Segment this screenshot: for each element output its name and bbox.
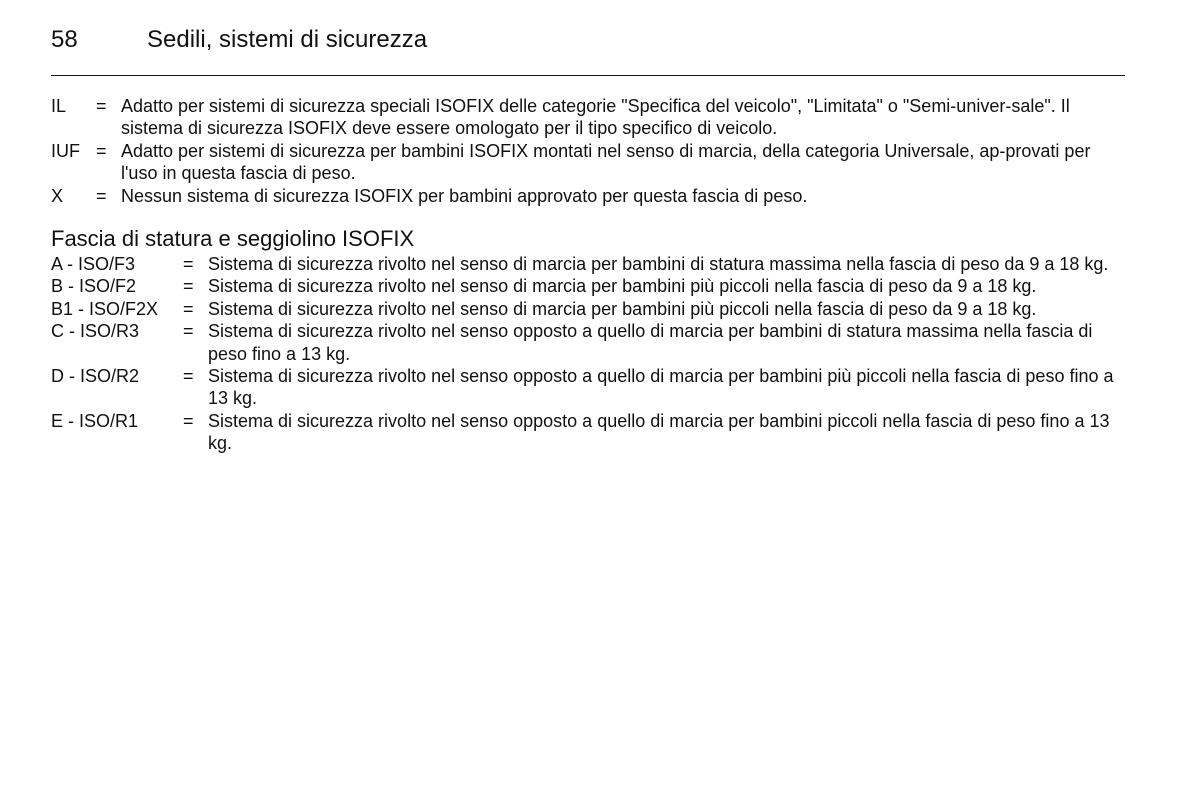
size-code: C - ISO/R3 bbox=[51, 321, 140, 342]
size-code: B - ISO/F2 bbox=[51, 276, 137, 297]
definition-row-x bbox=[51, 185, 1125, 207]
category-definitions bbox=[51, 95, 1125, 207]
definition-text: Nessun sistema di sicurezza ISOFIX per bambini approvato per questa fascia di peso. bbox=[121, 185, 808, 206]
size-code: B1 - ISO/F2X bbox=[51, 298, 159, 319]
size-row-d-iso-r2 bbox=[51, 365, 1125, 410]
definition-code: IL bbox=[51, 96, 67, 116]
size-equals: = bbox=[183, 298, 194, 319]
size-description: Sistema di sicurezza rivolto nel senso opposto a quello di marcia per bambini più piccoli nella fascia di peso fino a 13 kg. bbox=[208, 366, 1114, 409]
size-equals: = bbox=[183, 276, 194, 297]
definition-code: IUF bbox=[51, 140, 80, 161]
page-header bbox=[51, 26, 1125, 54]
isofix-size-classes bbox=[51, 253, 1125, 455]
definition-code: X bbox=[51, 185, 64, 206]
size-description: Sistema di sicurezza rivolto nel senso di marcia per bambini più piccoli nella fascia di peso da 9 a 18 kg. bbox=[208, 276, 1037, 297]
definition-text: Adatto per sistemi di sicurezza speciali ISOFIX delle categorie "Specifica del veicolo", "Limitata" o "Semi-univer-sale". Il sistema di sicurezza ISOFIX deve essere omologato per il tipo specifico di veicolo. bbox=[121, 96, 1070, 139]
size-equals: = bbox=[183, 254, 194, 274]
size-row-b1-iso-f2x bbox=[51, 298, 1125, 320]
definition-text: Adatto per sistemi di sicurezza per bambini ISOFIX montati nel senso di marcia, della categoria Universale, ap-provati per l'uso in questa fascia di peso. bbox=[121, 140, 1091, 184]
size-row-a-iso-f3 bbox=[51, 253, 1125, 275]
page-number: 58 bbox=[51, 26, 78, 53]
size-description: Sistema di sicurezza rivolto nel senso opposto a quello di marcia per bambini piccoli nella fascia di peso fino a 13 kg. bbox=[208, 410, 1110, 454]
header-divider bbox=[51, 75, 1125, 76]
size-code: D - ISO/R2 bbox=[51, 366, 140, 387]
size-equals: = bbox=[183, 321, 194, 342]
size-row-b-iso-f2 bbox=[51, 275, 1125, 297]
size-description: Sistema di sicurezza rivolto nel senso di marcia per bambini più piccoli nella fascia di peso da 9 a 18 kg. bbox=[208, 298, 1037, 319]
size-description: Sistema di sicurezza rivolto nel senso di marcia per bambini di statura massima nella fascia di peso da 9 a 18 kg. bbox=[208, 254, 1109, 274]
size-row-c-iso-r3 bbox=[51, 320, 1125, 365]
size-description: Sistema di sicurezza rivolto nel senso opposto a quello di marcia per bambini di statura massima nella fascia di peso fino a 13 kg. bbox=[208, 321, 1093, 364]
size-equals: = bbox=[183, 410, 194, 431]
definition-row-iuf bbox=[51, 140, 1125, 185]
definition-equals: = bbox=[96, 140, 107, 161]
size-code: E - ISO/R1 bbox=[51, 410, 139, 431]
section-heading: Fascia di statura e seggiolino ISOFIX bbox=[51, 226, 415, 251]
definition-equals: = bbox=[96, 185, 107, 206]
size-row-e-iso-r1 bbox=[51, 410, 1125, 455]
size-equals: = bbox=[183, 366, 194, 387]
definition-equals: = bbox=[96, 96, 107, 116]
size-code: A - ISO/F3 bbox=[51, 254, 136, 274]
definition-row-il bbox=[51, 95, 1125, 140]
page-title: Sedili, sistemi di sicurezza bbox=[147, 26, 428, 53]
